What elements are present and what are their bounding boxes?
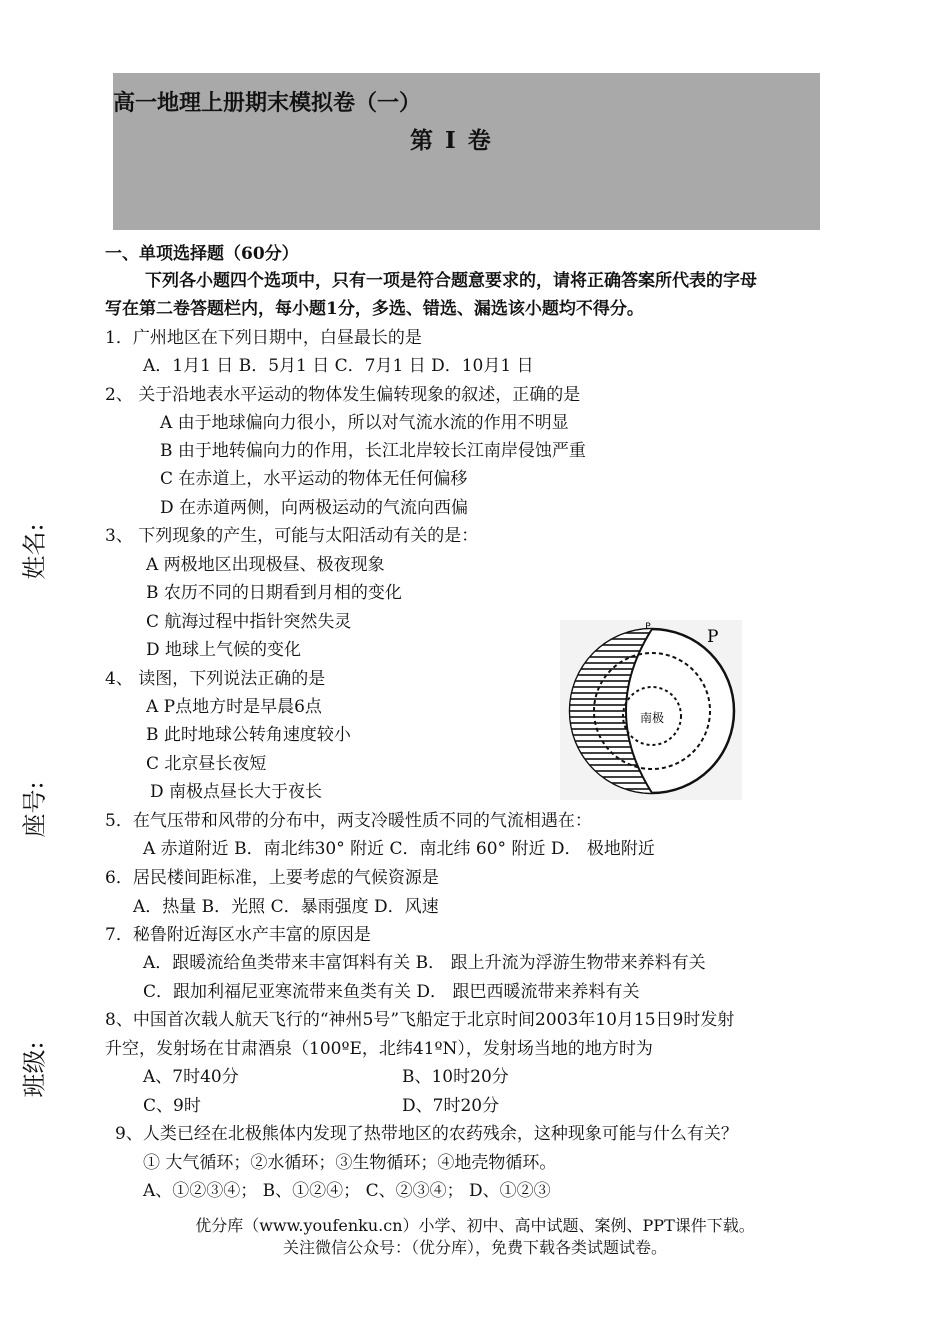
question-4-option-d: D 南极点昼长大于夜长 <box>150 782 323 802</box>
question-7-options-1: A．跟暖流给鱼类带来丰富饵料有关 B． 跟上升流为浮游生物带来养料有关 <box>143 953 706 973</box>
question-2-option-d: D 在赤道两侧，向两极运动的气流向西偏 <box>160 498 469 518</box>
question-8-option-a: A、7时40分 <box>143 1067 239 1087</box>
question-3-option-a: A 两极地区出现极昼、极夜现象 <box>146 555 385 575</box>
question-8-option-b: B、10时20分 <box>402 1067 509 1087</box>
polar-diagram <box>560 620 742 800</box>
question-7-stem: 7．秘鲁附近海区水产丰富的原因是 <box>105 925 371 945</box>
class-label: 班级: <box>20 1041 49 1098</box>
point-p-label: P <box>707 627 719 647</box>
section-heading: 一、单项选择题（60分） <box>105 244 299 264</box>
question-2-option-c: C 在赤道上，水平运动的物体无任何偏移 <box>160 469 468 489</box>
seat-label: 座号: <box>20 781 49 838</box>
question-8-stem-2: 升空，发射场在甘肃酒泉（100ºE，北纬41ºN），发射场当地的地方时为 <box>105 1039 653 1059</box>
question-4-stem: 4、 读图，下列说法正确的是 <box>105 669 326 689</box>
question-9-items: ① 大气循环；②水循环；③生物循环；④地壳物循环。 <box>143 1153 557 1173</box>
footer-line-1: 优分库（www.youfenku.cn）小学、初中、高中试题、案例、PPT课件下载。 <box>195 1216 755 1235</box>
question-1-options: A．1月1 日 B．5月1 日 C．7月1 日 D．10月1 日 <box>143 356 534 376</box>
question-9-stem: 9、人类已经在北极熊体内发现了热带地区的农药残余，这种现象可能与什么有关？ <box>115 1124 738 1144</box>
instruction-line-2: 写在第二卷答题栏内，每小题1分，多选、错选、漏选该小题均不得分。 <box>105 299 644 319</box>
question-8-stem-1: 8、中国首次载人航天飞行的“神州5号”飞船定于北京时间2003年10月15日9时发射 <box>105 1010 735 1030</box>
question-4-option-b: B 此时地球公转角速度较小 <box>146 725 351 745</box>
question-3-option-b: B 农历不同的日期看到月相的变化 <box>146 583 402 603</box>
south-pole-label: 南极 <box>639 711 665 725</box>
question-6-stem: 6．居民楼间距标准，上要考虑的气候资源是 <box>105 868 439 888</box>
volume-title: 第 I 卷 <box>410 127 493 154</box>
question-2-option-a: A 由于地球偏向力很小，所以对气流水流的作用不明显 <box>160 413 569 433</box>
name-label: 姓名: <box>20 523 49 580</box>
question-8-option-d: D、7时20分 <box>402 1096 500 1116</box>
question-7-options-2: C．跟加利福尼亚寒流带来鱼类有关 D． 跟巴西暖流带来养料有关 <box>143 982 640 1002</box>
question-3-option-d: D 地球上气候的变化 <box>146 640 302 660</box>
small-p-label: P <box>645 622 651 632</box>
question-3-stem: 3、 下列现象的产生，可能与太阳活动有关的是： <box>105 526 479 546</box>
question-5-options: A 赤道附近 B．南北纬30° 附近 C．南北纬 60° 附近 D． 极地附近 <box>143 839 655 859</box>
question-8-option-c: C、9时 <box>143 1096 201 1116</box>
question-2-stem: 2、 关于沿地表水平运动的物体发生偏转现象的叙述，正确的是 <box>105 385 581 405</box>
instruction-line-1: 下列各小题四个选项中，只有一项是符合题意要求的，请将正确答案所代表的字母 <box>145 271 757 291</box>
question-6-options: A．热量 B．光照 C．暴雨强度 D．风速 <box>133 897 439 917</box>
page-title: 高一地理上册期末模拟卷（一） <box>113 90 422 116</box>
question-9-options: A、①②③④； B、①②④； C、②③④； D、①②③ <box>143 1181 551 1201</box>
question-2-option-b: B 由于地转偏向力的作用，长江北岸较长江南岸侵蚀严重 <box>160 441 586 461</box>
question-1-stem: 1．广州地区在下列日期中，白昼最长的是 <box>105 328 422 348</box>
question-4-option-a: A P点地方时是早晨6点 <box>146 697 322 717</box>
polar-illumination-figure <box>560 620 742 800</box>
question-5-stem: 5．在气压带和风带的分布中，两支冷暖性质不同的气流相遇在： <box>105 811 592 831</box>
question-3-option-c: C 航海过程中指针突然失灵 <box>146 612 352 632</box>
footer-line-2: 关注微信公众号：（优分库），免费下载各类试题试卷。 <box>282 1238 667 1257</box>
question-4-option-c: C 北京昼长夜短 <box>146 754 267 774</box>
